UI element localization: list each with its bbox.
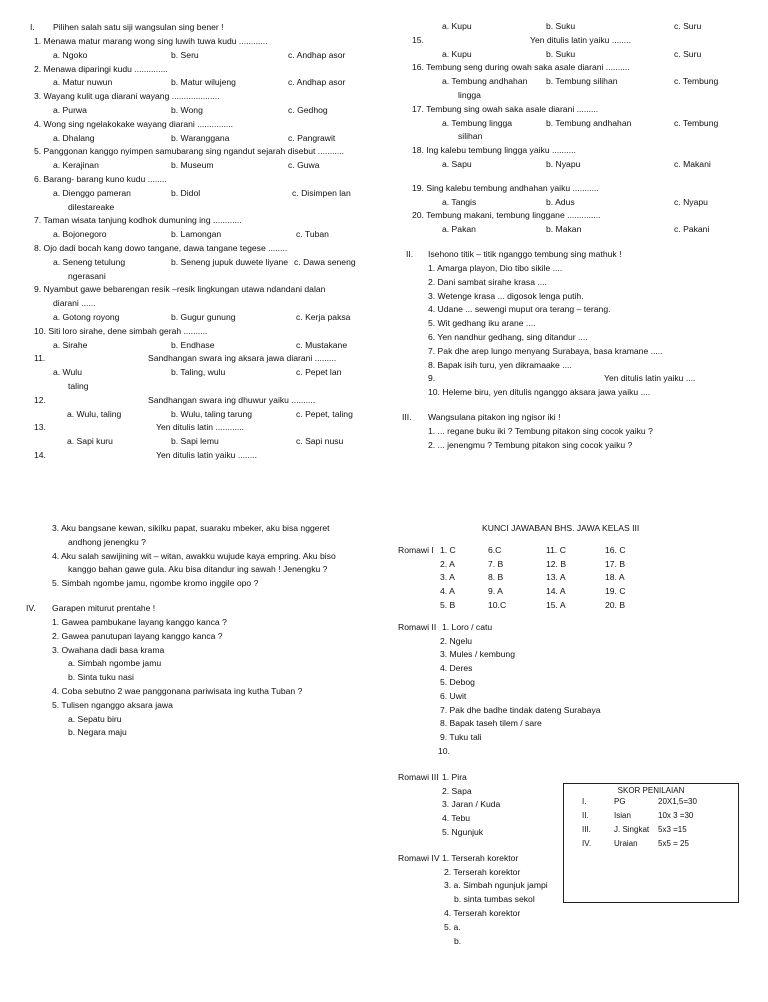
question: 8. Ojo dadi bocah kang dowo tangane, dawa tangane tegese ........ [34,242,288,253]
answer-row: 3. Jaran / Kuda [442,799,501,810]
answer-row: 9. Tuku tali [440,732,482,743]
options: a. Dienggo pameran b. Didol c. Disimpen lan [53,187,351,198]
answer-row: 5. Debog [440,676,475,687]
answer-row: 2. Sapa [442,785,472,796]
fill-in-item: 8. Bapak isih turu, yen dikramaake .... [428,359,572,370]
fill-in-item: 6. Yen nandhur gedhang, sing ditandur .... [428,331,588,342]
question-continuation: andhong jenengku ? [68,536,146,547]
options: a. Bojonegoro b. Lamongan c. Tuban [53,229,329,240]
section-short-answer-continued [22,522,368,740]
question: 20. Tembung makani, tembung linggane .............. [412,210,601,221]
options: a. Matur nuwun b. Matur wilujeng c. Andhap asor [53,77,346,88]
question: 2. Menawa diparingi kudu .............. [34,63,168,74]
options: a. Ngoko b. Seru c. Andhap asor [53,49,346,60]
answer-row: 5. B 10.C 15. A 20. B [440,599,626,610]
options: a. Gotong royong b. Gugur gunung c. Kerja paksa [53,311,351,322]
section-multiple-choice [22,20,368,463]
question: 4. Wong sing ngelakokake wayang diarani ............... [34,118,234,129]
question-continuation: diarani ...... [53,298,96,309]
question: 12. Sandhangan swara ing dhuwur yaiku .......... [34,394,316,405]
section-heading: III. Wangsulana pitakon ing ngisor iki ! [402,411,561,422]
question: 10. Siti loro sirahe, dene simbah gerah .......... [34,325,208,336]
option-continuation: silihan [458,131,483,142]
score-row: II. Isian 10x 3 =30 [582,811,694,820]
answer-row: Romawi II 1. Loro / catu [398,621,493,632]
question: 15. Yen ditulis latin yaiku ........ [412,34,631,45]
short-answer-item: 5. Simbah ngombe jamu, ngombe kromo inggile opo ? [52,578,259,589]
options: a. Tembung lingga b. Tembung andhahan c. Tembung [442,117,719,128]
essay-item: 1. Gawea pambukane layang kanggo kanca ? [52,616,227,627]
section-heading: IV. Garapen miturut prentahe ! [26,602,156,613]
answer-row: 4. A 9. A 14. A 19. C [440,586,626,597]
section-heading: II. Isehono titik – titik nganggo tembung sing mathuk ! [406,248,622,259]
answer-row: Romawi III 1. Pira [398,771,467,782]
fill-in-item: 5. Wit gedhang iku arane .... [428,318,536,329]
section-title: Pilihen salah satu siji wangsulan sing bener ! [53,22,224,32]
essay-subitem: b. Sinta tuku nasi [68,672,134,683]
essay-item: 5. Tulisen nganggo aksara jawa [52,699,173,710]
question: 13. Yen ditulis latin ............ [34,422,245,433]
answer-key-title: KUNCI JAWABAN BHS. JAWA KELAS III [482,523,640,533]
options: a. Seneng tetulung b. Seneng jupuk duwete liyane c. Dawa seneng [53,256,356,267]
essay-item: 4. Coba sebutno 2 wae panggonana pariwisata ing kutha Tuban ? [52,685,303,696]
option-continuation: lingga [458,89,481,100]
answer-row: 2. A 7. B 12. B 17. B [440,558,626,569]
answer-row: b. [454,935,462,946]
options: a. Kupu b. Suku c. Suru [442,21,702,31]
answer-row: 8. Bapak taseh tilem / sare [440,718,542,729]
answer-row: b. sinta tumbas sekol [454,894,535,905]
answer-row: Romawi IV 1. Terserah korektor [398,852,519,863]
options: a. Dhalang b. Waranggana c. Pangrawit [53,132,336,143]
essay-subitem: a. Simbah ngombe jamu [68,658,162,669]
essay-item: 3. Owahana dadi basa krama [52,644,165,655]
options: a. Wulu b. Taling, wulu c. Pepet lan [53,367,342,378]
score-row: III. J. Singkat 5x3 =15 [582,825,687,834]
answer-row: Romawi I 1. C 6.C 11. C 16. C [398,544,626,555]
question: 6. Barang- barang kuno kudu ........ [34,173,167,184]
options: a. Tembung andhahan b. Tembung silihan c. Tembung [442,76,719,87]
option-continuation: ngerasani [68,270,106,281]
options: a. Wulu, taling b. Wulu, taling tarung c. Pepet, taling [67,408,353,419]
fill-in-item: 10. Heleme biru, yen ditulis nganggo aksara jawa yaiku .... [428,387,651,398]
score-title: SKOR PENILAIAN [617,786,685,795]
short-answer-item: 1. ... regane buku iki ? Tembung pitakon sing cocok yaiku ? [428,425,653,436]
question: 18. Ing kalebu tembung lingga yaiku .......... [412,145,576,156]
essay-subitem: b. Negara maju [68,727,127,738]
answer-row: 5. Ngunjuk [442,826,484,837]
answer-row: 7. Pak dhe badhe tindak dateng Surabaya [440,704,601,715]
answer-row: 6. Uwit [440,690,467,701]
score-row: IV. Uraian 5x5 = 25 [582,839,689,848]
question: 9. Nyambut gawe bebarengan resik –resik lingkungan utawa ndandani dalan [34,284,326,295]
option-continuation: dilestareake [68,201,115,212]
question: 16. Tembung seng during owah saka asale diarani .......... [412,62,630,73]
question: 3. Wayang kulit uga diarani wayang .................... [34,91,220,102]
fill-in-item: 9. Yen ditulis latin yaiku .... [428,373,696,384]
answer-row: 4. Terserah korektor [444,907,521,918]
question: 19. Sing kalebu tembung andhahan yaiku ........... [412,182,599,193]
options: a. Sirahe b. Endhase c. Mustakane [53,339,348,350]
answer-row: 3. Mules / kembung [440,649,515,660]
section-heading [22,20,368,35]
answer-row: 4. Tebu [442,813,471,824]
fill-in-item: 7. Pak dhe arep lungo menyang Surabaya, basa kramane ..... [428,345,663,356]
score-table [563,783,739,903]
answer-row: 2. Terserah korektor [444,866,521,877]
answer-row: 4. Deres [440,663,473,674]
fill-in-item: 3. Wetenge krasa ... digosok lenga putih. [428,290,584,301]
essay-subitem: a. Sepatu biru [68,713,122,724]
question: 7. Taman wisata tanjung kodhok dumuning ing ............ [34,215,242,226]
options: a. Pakan b. Makan c. Pakani [442,224,710,235]
section-number: I. [30,22,35,32]
options: a. Kupu b. Suku c. Suru [442,48,702,59]
options: a. Sapi kuru b. Sapi lemu c. Sapi nusu [67,436,344,447]
fill-in-item: 1. Amarga playon, Dio tibo sikile .... [428,262,563,273]
question: 11. Sandhangan swara ing aksara jawa diarani ......... [34,353,337,364]
question-continuation: kanggo bahan gawe gula. Aku bisa ditandur ing sawah ! Jenengku ? [68,564,328,575]
question: 14. Yen ditulis latin yaiku ........ [34,449,257,460]
question: 1. Menawa matur marang wong sing luwih tuwa kudu ............ [34,36,268,46]
options: a. Kerajinan b. Museum c. Guwa [53,160,320,171]
answer-row: 10. [438,745,450,756]
short-answer-item: 2. ... jenengmu ? Tembung pitakon sing cocok yaiku ? [428,439,633,450]
answer-row: 5. a. [444,921,461,932]
question: 17. Tembung sing owah saka asale diarani ......... [412,103,599,114]
question: 5. Panggonan kanggo nyimpen samubarang sing ngandut sejarah disebut ........... [34,146,345,157]
options: a. Purwa b. Wong c. Gedhog [53,104,328,115]
score-row: I. PG 20X1,5=30 [582,797,697,806]
answer-row: 2. Ngelu [440,635,473,646]
options: a. Sapu b. Nyapu c. Makani [442,158,711,169]
options: a. Tangis b. Adus c. Nyapu [442,196,708,207]
section-continuation [402,20,742,453]
fill-in-item: 2. Dani sambat sirahe krasa .... [428,276,547,287]
fill-in-item: 4. Udane ... sewengi muput ora terang – terang. [428,304,611,315]
essay-item: 2. Gawea panutupan layang kanggo kanca ? [52,630,223,641]
short-answer-item: 3. Aku bangsane kewan, sikilku papat, suaraku mbeker, aku bisa nggeret [52,523,330,533]
answer-row: 3. a. Simbah ngunjuk jampi [444,880,548,891]
option-continuation: taling [68,380,89,391]
short-answer-item: 4. Aku salah sawijining wit – witan, awakku wujude kaya empring. Aku biso [52,550,336,561]
answer-row: 3. A 8. B 13. A 18. A [440,572,625,583]
